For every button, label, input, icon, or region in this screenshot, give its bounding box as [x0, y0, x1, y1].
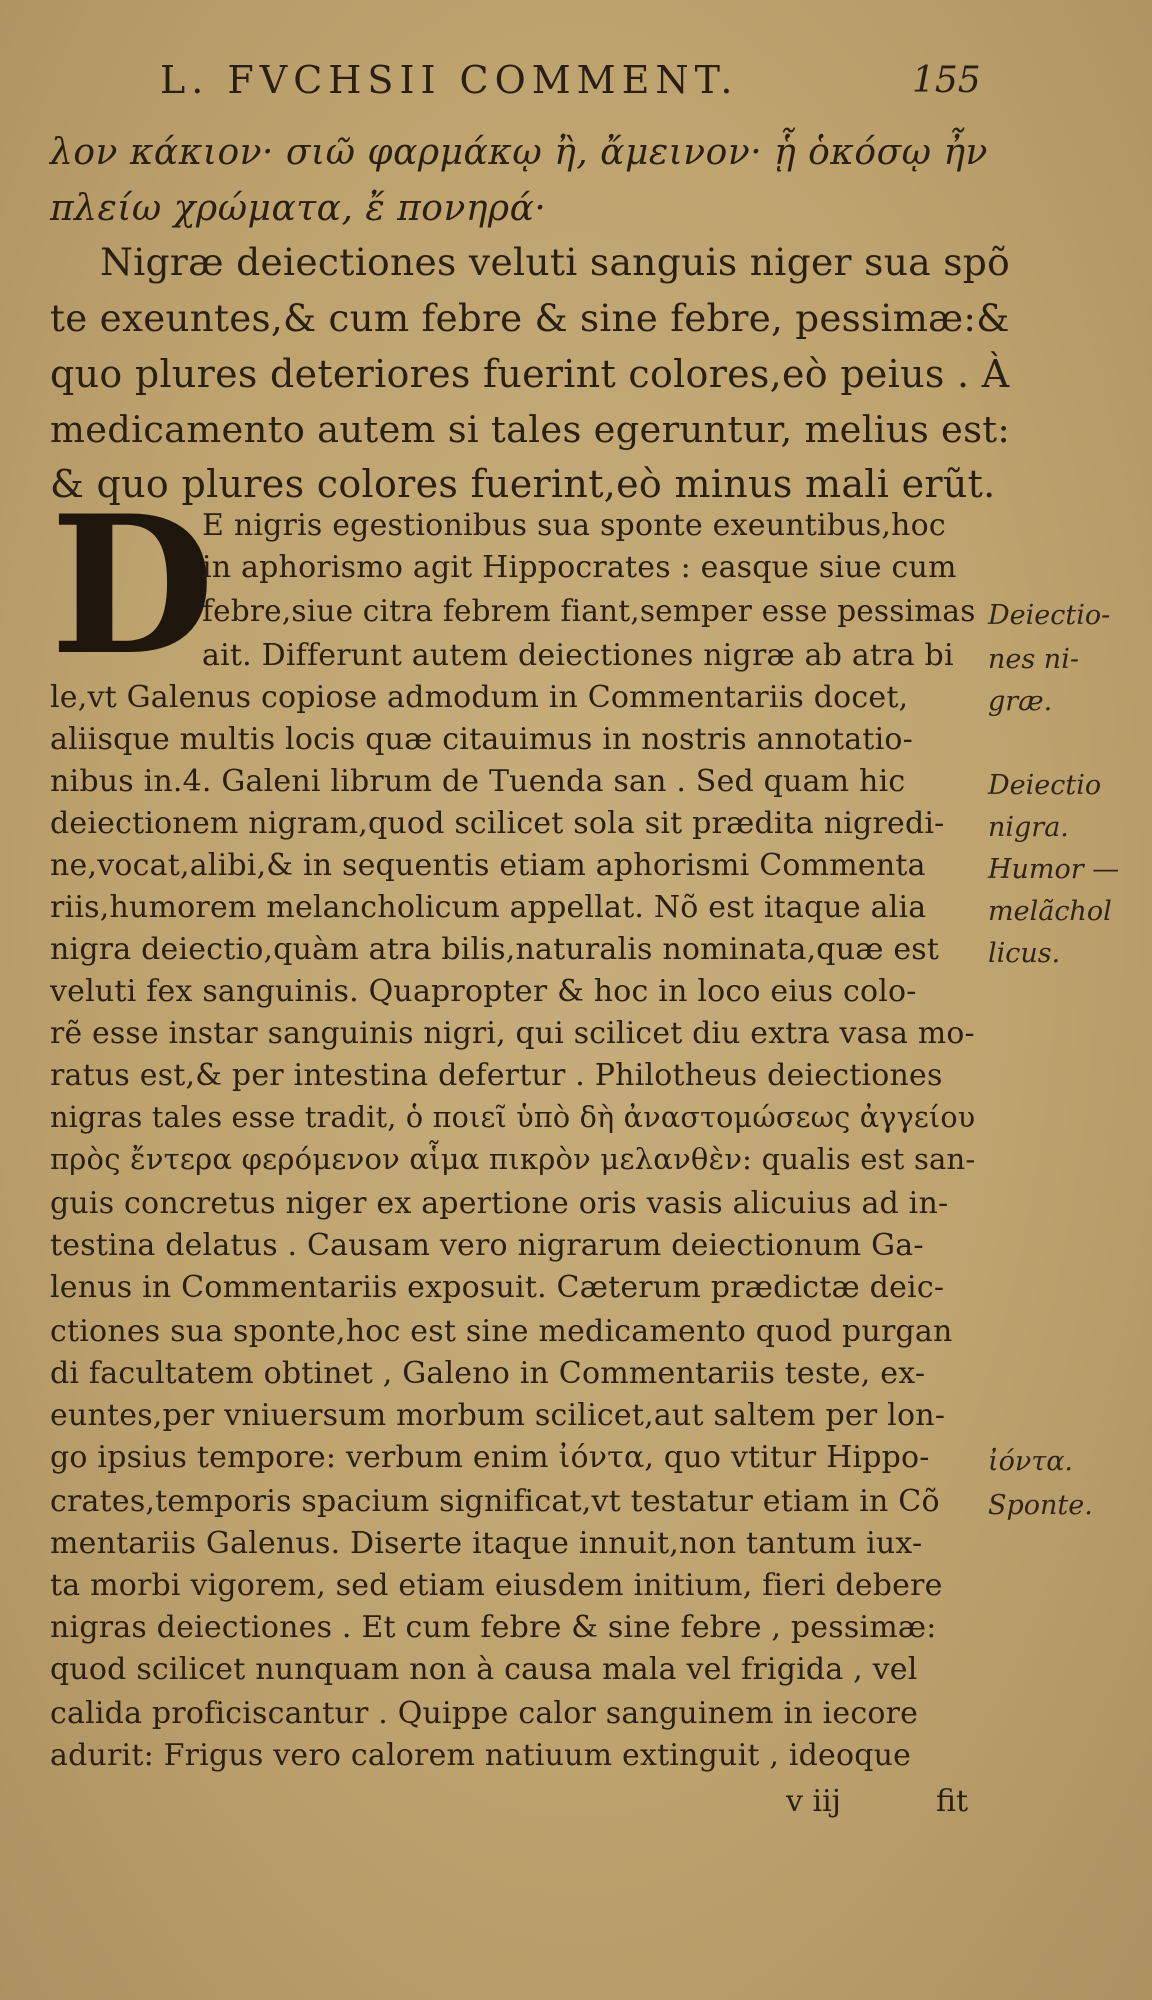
- commentary-line: ta morbi vigorem, sed etiam eiusdem initium, fieri debere: [50, 1568, 943, 1603]
- commentary-line: ctiones sua sponte,hoc est sine medicamento quod purgan: [50, 1314, 953, 1349]
- commentary-line: quod scilicet nunquam non à causa mala vel frigida , vel: [50, 1652, 918, 1687]
- aphorism-line: quo plures deteriores fuerint colores,eò peius . À: [50, 352, 1010, 396]
- commentary-line: mentariis Galenus. Diserte itaque innuit,non tantum iux-: [50, 1526, 923, 1561]
- commentary-line: ait. Differunt autem deiectiones nigræ ab atra bi: [202, 638, 954, 673]
- commentary-line: crates,temporis spacium significat,vt testatur etiam in Cõ: [50, 1484, 940, 1519]
- commentary-line: ne,vocat,alibi,& in sequentis etiam aphorismi Commenta: [50, 848, 926, 883]
- margin-note: Deiectio: [988, 770, 1102, 801]
- margin-note: nes ni-: [988, 644, 1079, 675]
- margin-note: Sponte.: [988, 1490, 1093, 1521]
- commentary-line: lenus in Commentariis exposuit. Cæterum prædictæ deic-: [50, 1270, 945, 1305]
- commentary-line: nigra deiectio,quàm atra bilis,naturalis nominata,quæ est: [50, 932, 940, 967]
- catchword: fit: [936, 1784, 969, 1819]
- commentary-line: calida proficiscantur . Quippe calor sanguinem in iecore: [50, 1696, 919, 1731]
- margin-note: melãchol: [988, 896, 1112, 927]
- commentary-line: πρὸς ἔντερα φερόμενον αἷμα πικρὸν μελανθὲν: qualis est san-: [50, 1142, 976, 1176]
- page-number: 155: [912, 60, 981, 101]
- commentary-line: in aphorismo agit Hippocrates : easque siue cum: [202, 550, 957, 585]
- commentary-line: deiectionem nigram,quod scilicet sola sit prædita nigredi-: [50, 806, 945, 841]
- commentary-line: di facultatem obtinet , Galeno in Commentariis teste, ex-: [50, 1356, 926, 1391]
- commentary-line: testina delatus . Causam vero nigrarum deiectionum Ga-: [50, 1228, 924, 1263]
- greek-line: λον κάκιον· σιῶ φαρμάκῳ ἢ, ἄμεινον· ᾗ ὁκόσῳ ἦν: [50, 132, 988, 173]
- commentary-line: nigras tales esse tradit, ὁ ποιεῖ ὑπὸ δὴ ἀναστομώσεως ἀγγείου: [50, 1100, 976, 1134]
- margin-note: Deiectio-: [988, 600, 1111, 631]
- margin-note: ἰόντα.: [988, 1446, 1074, 1477]
- commentary-line: euntes,per vniuersum morbum scilicet,aut saltem per lon-: [50, 1398, 946, 1433]
- margin-note: Humor —: [988, 854, 1120, 885]
- commentary-line: riis,humorem melancholicum appellat. Nõ est itaque alia: [50, 890, 927, 925]
- page-header: [0, 58, 1152, 108]
- greek-line: πλείω χρώματα, ἔ πονηρά·: [50, 188, 547, 229]
- aphorism-line: medicamento autem si tales egeruntur, melius est:: [50, 408, 1011, 451]
- commentary-line: ratus est,& per intestina defertur . Philotheus deiectiones: [50, 1058, 943, 1093]
- commentary-line: guis concretus niger ex apertione oris vasis alicuius ad in-: [50, 1186, 949, 1221]
- aphorism-line: te exeuntes,& cum febre & sine febre, pessimæ:&: [50, 296, 1010, 340]
- margin-note: nigra.: [988, 812, 1069, 843]
- aphorism-line: & quo plures colores fuerint,eò minus mali erũt.: [50, 462, 996, 506]
- running-head: L. FVCHSII COMMENT.: [160, 58, 739, 102]
- aphorism-line: Nigræ deiectiones veluti sanguis niger sua spõ: [100, 240, 1011, 284]
- margin-note: licus.: [988, 938, 1061, 969]
- drop-cap: D: [50, 474, 215, 697]
- commentary-line: rẽ esse instar sanguinis nigri, qui scilicet diu extra vasa mo-: [50, 1016, 975, 1051]
- commentary-line: veluti fex sanguinis. Quapropter & hoc in loco eius colo-: [50, 974, 917, 1009]
- margin-note: græ.: [988, 686, 1053, 717]
- signature-mark: v iij: [786, 1784, 841, 1819]
- commentary-line: go ipsius tempore: verbum enim ἰόντα, quo vtitur Hippo-: [50, 1440, 930, 1475]
- commentary-line: le,vt Galenus copiose admodum in Commentariis docet,: [50, 680, 909, 715]
- commentary-line: E nigris egestionibus sua sponte exeuntibus,hoc: [202, 508, 946, 543]
- commentary-line: adurit: Frigus vero calorem natiuum extinguit , ideoque: [50, 1738, 912, 1773]
- commentary-line: febre,siue citra febrem fiant,semper esse pessimas: [202, 594, 976, 628]
- commentary-line: nibus in.4. Galeni librum de Tuenda san . Sed quam hic: [50, 764, 906, 799]
- commentary-line: nigras deiectiones . Et cum febre & sine febre , pessimæ:: [50, 1610, 937, 1645]
- commentary-line: aliisque multis locis quæ citauimus in nostris annotatio-: [50, 722, 913, 757]
